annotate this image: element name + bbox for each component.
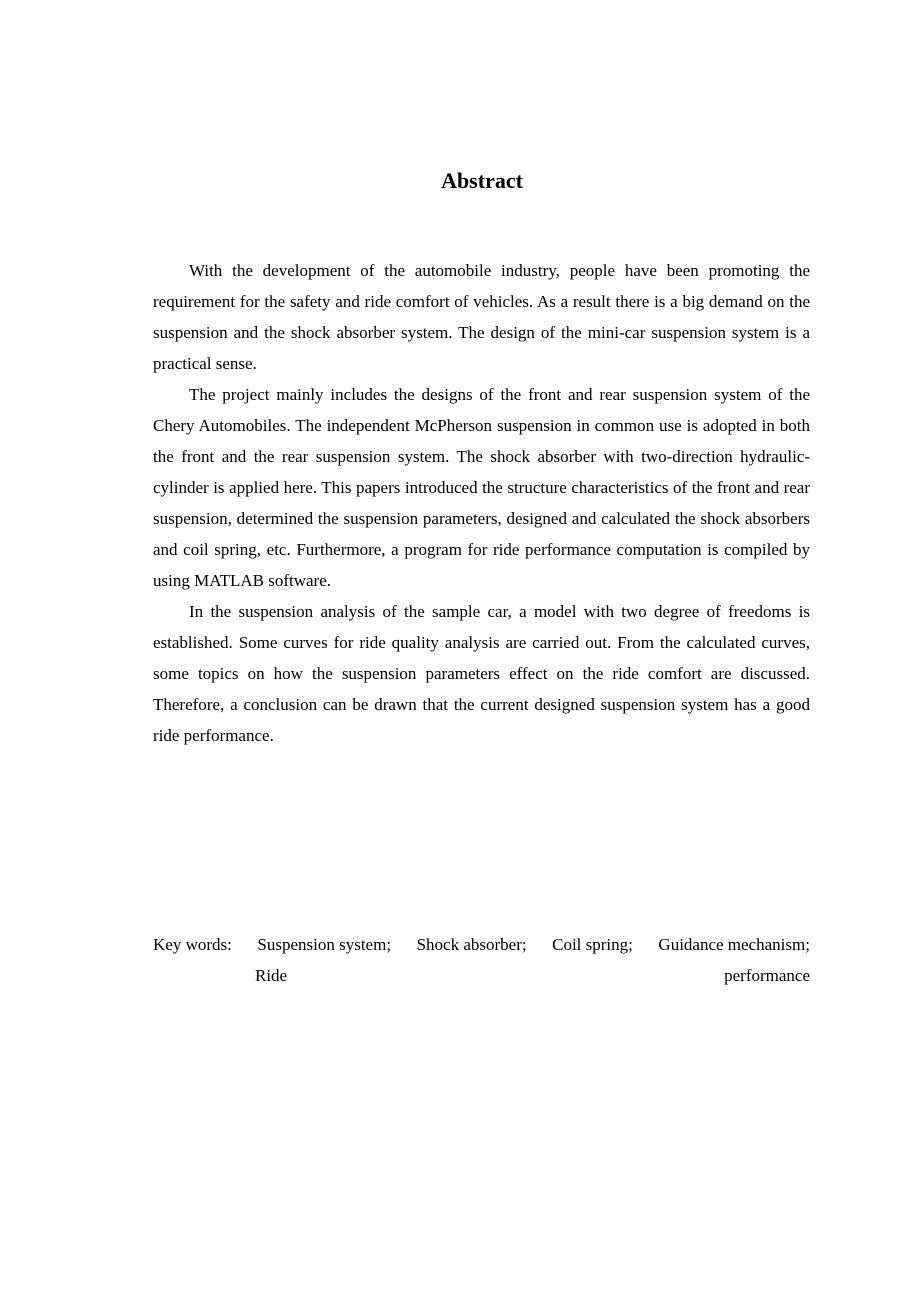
- abstract-paragraph-2: The project mainly includes the designs of the front and rear suspension system of the Chery Automobiles. The independent McPherson suspension in common use is adopted in both the front and the rear suspension system. The shock absorber with two-direction hydraulic-cylinder is applied here. This papers introduced the structure characteristics of the front and rear suspension, determined the suspension parameters, designed and calculated the shock absorbers and coil spring, etc. Furthermore, a program for ride performance computation is compiled by using MATLAB software.: [153, 385, 810, 590]
- keywords-block: [153, 929, 810, 991]
- abstract-body: [153, 255, 810, 751]
- keyword-item: Suspension system;: [257, 935, 392, 954]
- keyword-item: Guidance mechanism;: [658, 935, 810, 954]
- abstract-paragraph-1: With the development of the automobile industry, people have been promoting the requirement for the safety and ride comfort of vehicles. As a result there is a big demand on the suspension and the shock absorber system. The design of the mini-car suspension system is a practical sense.: [153, 261, 810, 373]
- abstract-paragraph-3: In the suspension analysis of the sample car, a model with two degree of freedoms is established. Some curves for ride quality analysis are carried out. From the calculated curves, some topics on how the suspension parameters effect on the ride comfort are discussed. Therefore, a conclusion can be drawn that the current designed suspension system has a good ride performance.: [153, 602, 810, 745]
- keywords-label: Key words:: [153, 935, 232, 954]
- keyword-item: Shock absorber;: [416, 935, 527, 954]
- keywords-line-1: [153, 929, 810, 960]
- abstract-title: Abstract: [441, 168, 523, 193]
- keyword-performance: performance: [724, 966, 810, 985]
- keyword-ride: Ride: [255, 966, 288, 985]
- keywords-line-2: [153, 960, 810, 991]
- keyword-item: Coil spring;: [552, 935, 633, 954]
